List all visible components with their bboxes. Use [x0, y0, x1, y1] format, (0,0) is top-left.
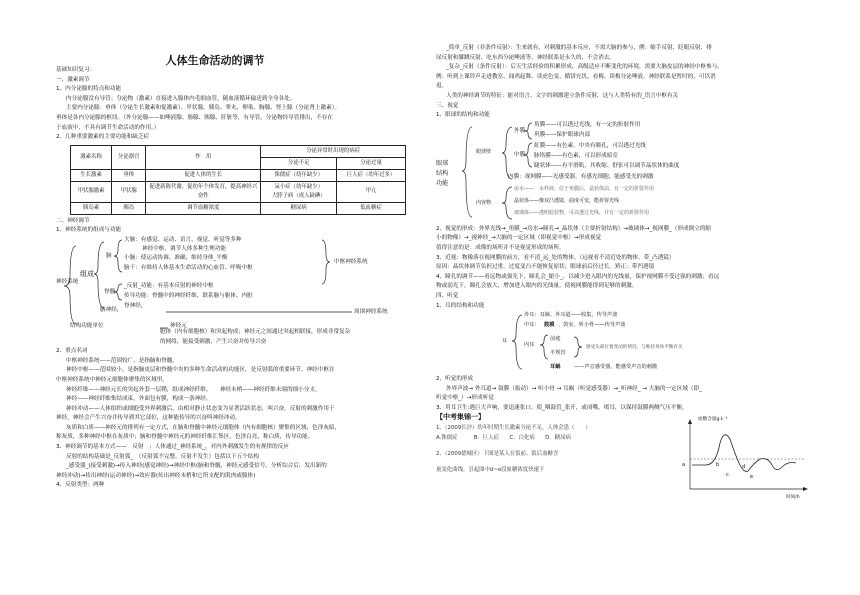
table-cell: 促进人体的生长	[146, 169, 261, 181]
neuron-desc-2: 的网络，能接受刺激、产生兴奋并传导兴奋	[160, 338, 267, 345]
table-cell: 调节血糖浓度	[146, 202, 261, 214]
basics-heading: 基础知识复习：	[56, 67, 96, 73]
section-vision: 三、视觉	[436, 102, 459, 109]
cerebellum-desc: 小脑：使运动协调、准确，维持身体_平衡	[124, 254, 228, 261]
paragraph: 4、反射类型：两种	[56, 482, 105, 489]
paragraph: 主要内分泌腺：垂体（分泌生长激素和促激素）、甲状腺、胰岛、睾丸、卵巢、胸腺、肾上腺（分泌肾上激素）。	[66, 105, 341, 112]
y-axis-label: 血糖含量g·L⁻¹	[698, 417, 728, 423]
outer-ear-desc: 外耳：耳廓、外耳道——收集、传导声波	[524, 312, 618, 319]
eye-root-label: 眼球 结构 功能	[436, 159, 449, 187]
practice-title: 【中考集锦一】	[436, 413, 485, 422]
paragraph: 例：听到上课铃声走进教室、闻鸡起舞、谈虎色变、循饼充饥、看梅、谈梅分泌唾液。神经联系是暂时的，可以消	[436, 73, 716, 80]
table-header: 分泌异常时出现的病症	[261, 145, 406, 157]
spine-label: 脊髓	[104, 288, 116, 295]
x-axis-label: 时间/h	[786, 495, 800, 501]
paragraph: 听觉中枢_）→形成听觉	[436, 395, 494, 402]
section-hearing: 四、听觉	[436, 292, 459, 299]
lens-desc: 晶状体——像双凸透镜，曲度可变，能折射光线	[514, 197, 620, 204]
document-title: 人体生命活动的调节	[165, 54, 265, 67]
middle-membrane-label: 中膜	[514, 151, 526, 158]
paragraph: _感受器_(接受刺激)→传入神经(感觉神经)→神经中枢(脑和脊髓，神经元感受信号，分析综合后，发出新的	[66, 463, 327, 470]
nerve-system-diagram	[56, 236, 418, 332]
choroid-desc: 脉络膜——有色素，可以形成暗室	[534, 152, 618, 159]
balance-desc: 感受头部位置变动的情况，与维持身体平衡有关	[586, 345, 683, 351]
hormone-table	[70, 145, 406, 215]
table-subheader: 分泌不足	[261, 157, 337, 169]
cerebrum-desc-2: 神经中枢，调节人体多种生理功能	[142, 245, 226, 252]
paragraph: 物或弱光下，瞳孔会放大，增加进入眼内的光线量，使视网膜能得到足够的刺激。	[436, 283, 638, 290]
pns-label: 周围神经系统	[354, 308, 388, 315]
paragraph: 3、神经调节的基本方式—— 反射 ；人体通过_神经系统_，对内外刺激发生的有规律的反应	[56, 444, 289, 451]
unit-label: 结构功能单位	[70, 322, 104, 329]
paragraph: 垂体是各内分泌腺的枢纽。（外分泌腺——如唾液腺、肠腺、胰腺、肝脏等，有导管，分泌物经导管排出，不存在	[56, 114, 333, 121]
paragraph: 神经冲动)→传出神经(运动神经)→效应器(传出神经末梢和它所支配的肌肉或腺体)	[56, 472, 256, 479]
table-cell: 甲亢	[337, 181, 406, 202]
cerebrum-desc: 大脑：有感觉、运动、语言、视觉、听觉等多种	[124, 236, 242, 243]
paragraph: _简单_反射（非条件反射）：生来就有，对刺激的基本反应，不需大脑的参与，例：缩手反射、眨眼反射、排	[446, 45, 712, 51]
retina-desc: 内膜：视网膜——光感受器，有感光细胞，能感受光的刺激	[508, 173, 654, 180]
paragraph: 原因：晶状体调节负担过重，过度变凸不能恢复原状；眼球前后径过长。矫正：带凹透镜	[436, 264, 655, 271]
cornea-desc: 角膜——可以透过光线，有一定的折射作用	[534, 121, 641, 128]
ear-structure-diagram	[436, 311, 814, 375]
aqueous-desc: 房水—— 水样液，位于角膜后，晶状体前，有一定的折射作用	[514, 185, 655, 192]
option-a: A.侏儒症	[436, 435, 458, 442]
paragraph: 灰质和白质——神经元的排列有一定方式，在脑和脊髓中神经元细胞体（内有细胞核）聚集的区域，色泽灰暗，	[66, 424, 341, 431]
subsection-hormones: 2、几种重要激素的主要功能和缺乏症	[56, 134, 150, 141]
eardrum-label: 鼓膜	[544, 322, 555, 329]
table-cell: 糖尿病	[261, 202, 337, 214]
paragraph: 尿反射和膝跳反射、吃东西分泌唾液等。神经联系是永久的，不会消去。	[436, 54, 616, 61]
point-label-d: d	[742, 464, 746, 471]
paragraph: 人类的神经调节的特征：能对语言、文字的刺激建立条件反射，这与人类特有的_语言中枢有关	[446, 92, 679, 99]
paragraph: _复杂_反射（条件反射）：后天生活经验的积累形成，高级适应不断变化的环境，需要大脑皮层的神经中枢参与。	[446, 64, 723, 71]
paragraph: 3、近视：物像落在视网膜的前方，看不清_远_处的物体。（远视看不清近处的物体，带_凸透镜）	[436, 254, 675, 261]
iris-desc: 虹膜——有色素，中央有瞳孔，可以透过光线	[534, 142, 646, 149]
table-header: 分泌器官	[112, 145, 146, 169]
option-c: C．白化病	[509, 435, 535, 442]
option-d: D．糖尿病	[545, 435, 571, 442]
option-b: B．巨人症	[473, 435, 499, 442]
inner-ear-label: 内耳	[524, 342, 535, 349]
point-label-b: b	[716, 462, 720, 469]
cochlea-desc: ——声音感受器，能感受声音的刺激	[574, 364, 658, 371]
graph-svg	[676, 415, 812, 501]
brainstem-desc: 脑干：有维持人体基本生命活动的心血管、呼吸中枢	[124, 264, 253, 271]
subsection-eye: 1、眼球的结构和功能	[436, 112, 490, 119]
middle-ear-desc: 、鼓室、听小骨——传导声波	[558, 322, 626, 329]
semicircular-label: 半规管	[550, 350, 566, 357]
paragraph: 中枢神经系统中神经元细胞体聚集的区域里。	[56, 376, 168, 383]
table-cell: 呆小症（幼年缺少） 大脖子病（成人缺碘）	[261, 181, 337, 202]
outer-membrane-label: 外膜	[514, 127, 526, 134]
table-cell: 甲状腺	[112, 181, 146, 202]
composition-label: 组成	[80, 269, 94, 278]
point-label-c: c	[726, 472, 729, 479]
paragraph: 神经，神经会产生兴奋并传导到其它部位，这种能传导的兴奋叫神经冲动。	[56, 415, 241, 422]
table-row	[71, 181, 406, 202]
paragraph: 小的物像）→_视神经_→大脑的一定区域（即视觉中枢）→形成视觉	[436, 235, 602, 242]
left-column	[56, 66, 418, 491]
subsection-nerve-system: 1、神经系统的组成与功能	[56, 227, 122, 234]
blood-glucose-graph	[676, 415, 812, 501]
question-1: 1、（2009长沙）幼年时期生长激素分泌不足，人体会患（ ）	[436, 425, 591, 432]
right-column	[436, 44, 814, 503]
table-row	[71, 202, 406, 214]
neuron-desc: 胞体（内有细胞核）和突起构成；神经元之间通过突起相联接，形成非常复杂	[160, 328, 351, 335]
eye-structure-diagram	[436, 121, 814, 225]
paragraph: 中枢神经系统——范围较广，是指脑和脊髓。	[66, 357, 178, 364]
paragraph: 3、用耳卫生:遇巨大声响，要迅速张口，使_咽鼓管_张开，或闭嘴，堵耳，以保持鼓膜两侧气压平衡。	[436, 404, 688, 411]
table-row	[71, 169, 406, 181]
cochlea-label: 耳蜗	[550, 364, 561, 371]
table-cell: 胰岛素	[71, 202, 112, 214]
paragraph: 反射的结构基础是_反射弧_ （反射弧不完整，反射不发生）包括以下五个结构	[66, 453, 259, 460]
table-cell: 垂体	[112, 169, 146, 181]
table-cell: 侏儒症（幼年缺少）	[261, 169, 337, 181]
section-hormone: 一、激素调节	[56, 76, 90, 83]
content-label: 内容物	[476, 199, 492, 206]
cns-label: 中枢神经系统	[334, 258, 368, 265]
brace-lines	[56, 236, 418, 332]
paragraph: 于血液中，不具有调节生命活动的作用。）	[56, 124, 160, 131]
subsection-hearing-formation: 2、听觉的形成	[436, 376, 474, 383]
nerve-root-label: 神经系统	[56, 278, 79, 285]
table-cell: 胰岛	[112, 202, 146, 214]
paragraph: 神经冲动——人体组织或细胞受外界刺激后，由相对静止状态变为显著活跃状态，叫兴奋。反射的刺激作用于	[66, 405, 335, 412]
middle-ear-label: 中耳：	[524, 322, 540, 329]
table-cell: 巨人症（幼年过多）	[337, 169, 406, 181]
subsection-endocrine: 1、内分泌腺的特点和功能	[56, 86, 122, 93]
cranial-nerve-label: 脑神经，	[100, 306, 123, 313]
paragraph: 神经中枢——范围较小，是指脑皮层和脊髓中央的多种生命活动的功能区，是反射弧的重要环节。神经中枢在	[66, 367, 335, 374]
conduction-func: 传导功能：脊髓中的神经纤维，联系脑与躯体、内脏	[124, 292, 253, 299]
question-2-cont: 量变化曲线。引起图中d~e段血糖浓度快速下	[436, 467, 545, 474]
reflex-func: _反射_功能：有基本反射的神经中枢	[124, 282, 214, 289]
paragraph: 2、视觉的形成：外界光线→_角膜_→房水→瞳孔→_晶状体（主要折射结构）→玻璃体→_视网膜_（形成倒立的缩	[436, 225, 712, 232]
point-label-e: e	[750, 474, 754, 481]
brain-label: 脑	[106, 252, 112, 259]
point-label-a: a	[682, 462, 686, 469]
paragraph: 值得注意的是：成像的场所并不是视觉形成的场所。	[436, 244, 565, 251]
vestibule-label: 前庭	[550, 336, 561, 343]
table-subheader: 分泌过量	[337, 157, 406, 169]
spinal-nerve-label: 脊神经，	[124, 302, 147, 309]
question-2: 2、（2009德城区）下图是某人在饭前、饭后血糖含	[436, 451, 559, 458]
paragraph: 称灰质，多种神经中枢在灰质中；脑和脊髓中神经元的神经纤维汇集区，色泽白亮，称白质，传导功能。	[56, 434, 314, 441]
vitreous-desc: 玻璃体——透明胶状物，可以透过光线，并有一定的折射作用	[514, 209, 650, 216]
paragraph: 神经——神经纤维集结成束，外面包有膜，构成一条神经。	[66, 396, 212, 403]
ear-root-label: 耳	[502, 338, 508, 345]
table-cell: 甲状腺激素	[71, 181, 112, 202]
paragraph: 内分泌腺没有导管；分泌物（激素）直接进入腺体内毛细血管，随血液循环输送到全身各处。	[66, 95, 296, 102]
question-1-options	[436, 433, 666, 443]
ciliary-body-desc: 睫状体——有平滑肌，其收缩、舒张可以调节晶状体的曲度	[534, 162, 680, 169]
table-cell: 低血糖症	[337, 202, 406, 214]
paragraph: 退。	[436, 83, 448, 90]
subsection-ear: 1、耳的结构和功能	[436, 302, 485, 309]
section-nerve: 二、神经调节	[56, 217, 90, 224]
table-header: 激素名称	[71, 145, 112, 169]
neuron-label: 神经元	[170, 322, 187, 329]
questions	[436, 423, 666, 475]
eyeball-wall-label: 眼球壁	[476, 148, 492, 155]
subsection-terms: 2、重点名词	[56, 348, 88, 355]
paragraph: 外界声波→ 外耳道→ 鼓膜（振动）→ 听小骨 → 耳蜗（听觉感受器）→_听神经_ → 大脑的一定区域（即_	[446, 385, 702, 392]
sclera-desc: 巩膜——保护眼球内部	[534, 131, 590, 138]
table-cell: 促进新陈代谢、促幼年个体发育，提高神经兴奋性	[146, 181, 261, 202]
table-header: 作 用	[146, 145, 261, 169]
table-cell: 生长激素	[71, 169, 112, 181]
paragraph: 4、瞳孔的调节——看远物或强光下，瞳孔会_缩小_，以减少进入眼内的光线量，保护视网膜不受过强的刺激；看远	[436, 273, 720, 280]
paragraph: 神经纤维——神经元长的突起外套一层鞘，组成神经纤维。 神经末梢——神经纤维末端的细小分支。	[66, 386, 321, 393]
